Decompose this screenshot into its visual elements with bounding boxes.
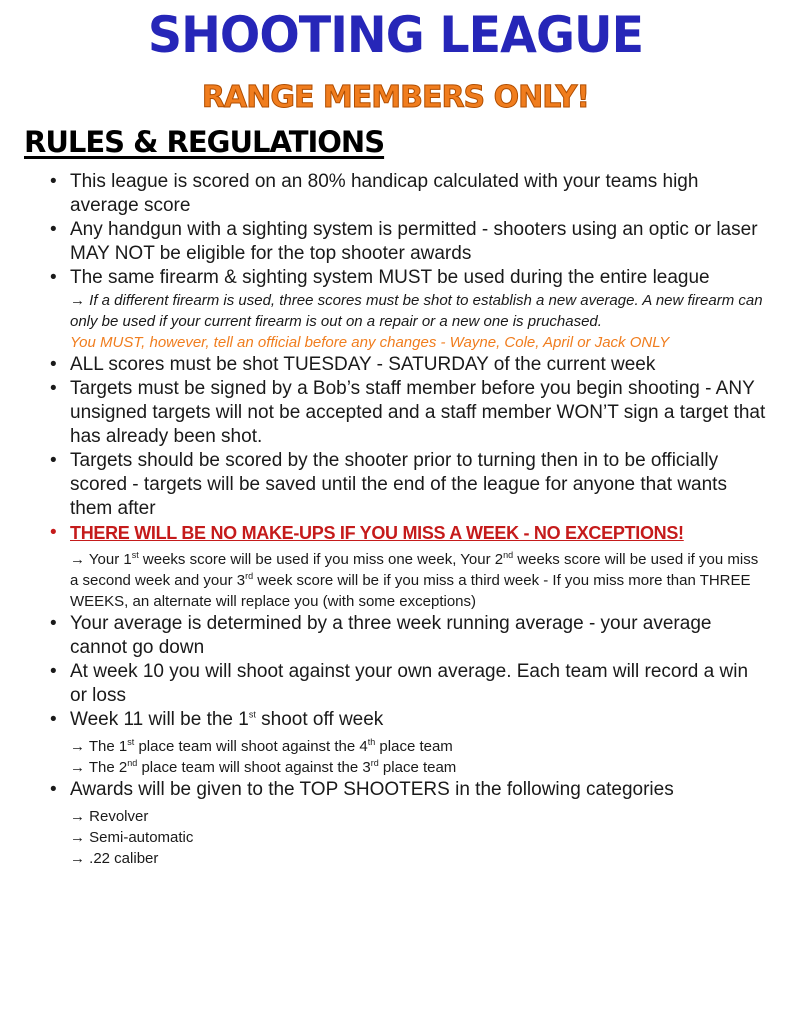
rule-text: • Your average is determined by a three week running average - your average cannot go down — [70, 613, 712, 658]
rules-list — [0, 170, 770, 869]
rule-text: • ALL scores must be shot TUESDAY - SATURDAY of the current week — [70, 354, 656, 375]
makeup-note: → Your 1st weeks score will be used if you miss one week, Your 2nd weeks score will be used if you miss a second week and your 3rd week score will be if you miss a third week - If you miss more than THREE WEEKS, an alternate will replace you (with some exceptions) — [70, 550, 759, 610]
list-item — [70, 778, 770, 869]
award-category: → Revolver — [70, 808, 149, 825]
list-item — [70, 218, 770, 266]
list-item — [70, 612, 770, 660]
list-item — [70, 660, 770, 708]
page-subtitle: RANGE MEMBERS ONLY! — [201, 80, 590, 115]
firearm-change-note: → If a different firearm is used, three scores must be shot to establish a new average. A new firearm can only be used if your current firearm is out on a repair or a new one is pruchased. — [70, 292, 763, 330]
match-line: → The 1st place team will shoot against the 4th place team — [70, 737, 453, 755]
list-item — [70, 266, 770, 353]
section-title: RULES & REGULATIONS — [24, 125, 385, 159]
page-title: SHOOTING LEAGUE — [147, 6, 644, 64]
rule-text: • Awards will be given to the TOP SHOOTERS in the following categories — [70, 779, 674, 800]
rule-text: • Targets should be scored by the shooter prior to turning then in to be officially scored - targets will be saved until the end of the league for anyone that wants them after — [70, 450, 727, 519]
list-item — [70, 521, 770, 612]
rule-text: • Targets must be signed by a Bob’s staff member before you begin shooting - ANY unsigned targets will not be accepted and a staff member WON’T sign a target that has already been shot. — [70, 378, 766, 447]
list-item — [70, 377, 770, 449]
list-item — [70, 449, 770, 521]
award-category: → .22 caliber — [70, 850, 159, 867]
list-item — [70, 353, 770, 377]
rule-text: • This league is scored on an 80% handicap calculated with your teams high average score — [70, 171, 699, 216]
week11-rule: • Week 11 will be the 1st shoot off week — [70, 709, 384, 730]
list-item — [70, 170, 770, 218]
match-line: → The 2nd place team will shoot against the 3rd place team — [70, 758, 457, 776]
no-makeups-warning: • THERE WILL BE NO MAKE-UPS IF YOU MISS A WEEK - NO EXCEPTIONS! — [70, 523, 684, 543]
rule-text: • The same firearm & sighting system MUST be used during the entire league — [70, 267, 710, 288]
rule-text: • Any handgun with a sighting system is permitted - shooters using an optic or laser MAY NOT be eligible for the top shooter awards — [70, 219, 758, 264]
award-category: → Semi-automatic — [70, 829, 194, 846]
official-notice: You MUST, however, tell an official before any changes - Wayne, Cole, April or Jack ONLY — [70, 334, 670, 351]
list-item — [70, 708, 770, 778]
rule-text: • At week 10 you will shoot against your own average. Each team will record a win or loss — [70, 661, 749, 706]
